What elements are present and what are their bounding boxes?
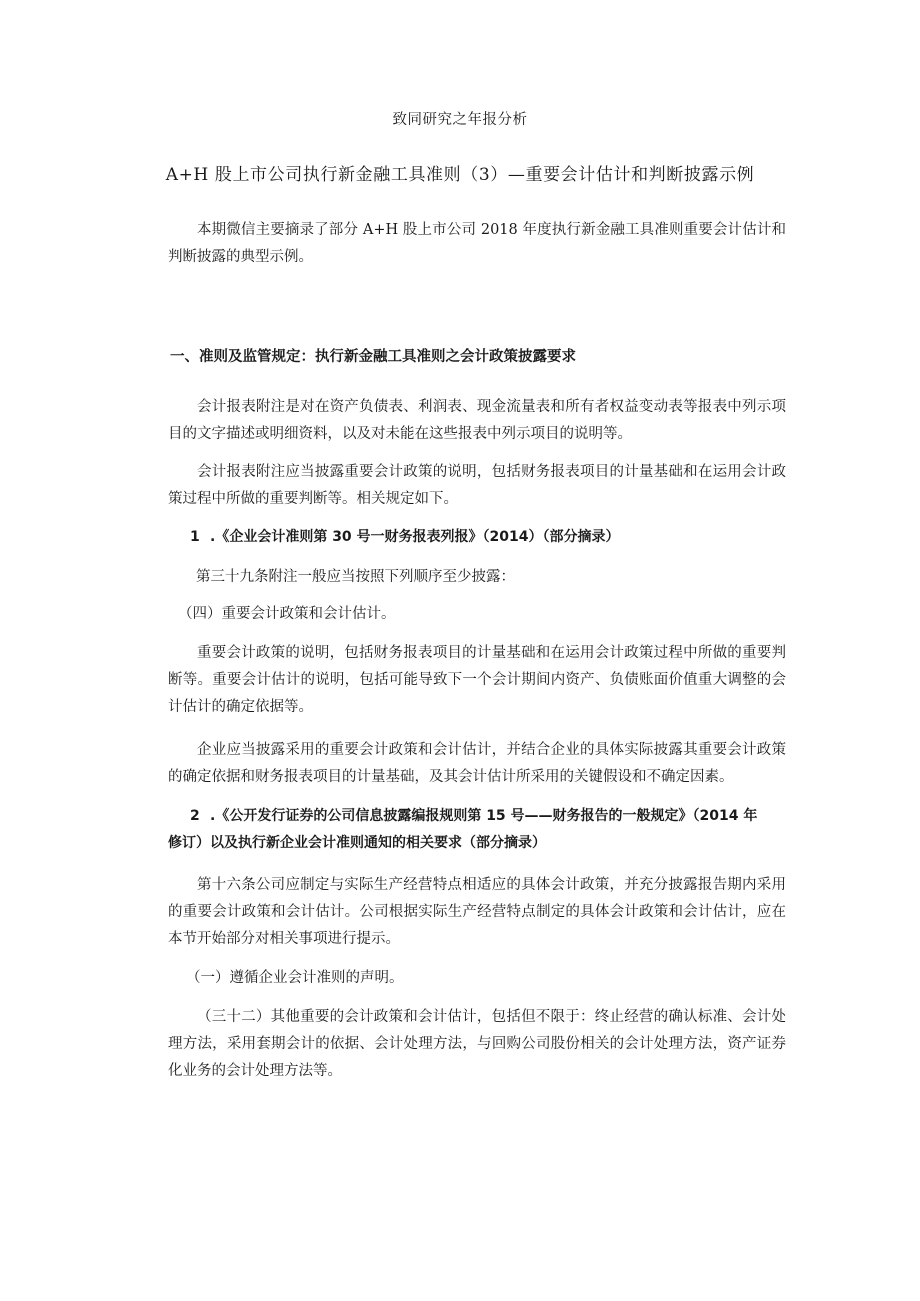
item-2-title-line-1: .《公开发行证券的公司信息披露编报规则第 15 号——财务报告的一般规定》（2014 年 — [210, 808, 758, 824]
paragraph-article-16: 第十六条公司应制定与实际生产经营特点相适应的具体会计政策，并充分披露报告期内采用的重要会计政策和会计估计。公司根据实际生产经营特点制定的具体会计政策和会计估计，应在本节开始部分对相关事项进行提示。 — [168, 877, 786, 947]
paragraph-important-policies: 重要会计政策的说明，包括财务报表项目的计量基础和在运用会计政策过程中所做的重要判断等。重要会计估计的说明，包括可能导致下一个会计期间内资产、负债账面价值重大调整的会计估计的确定依据等。 — [168, 645, 786, 715]
item-2-number: 2 — [190, 808, 200, 824]
item-2-title-line-2: 修订）以及执行新企业会计准则通知的相关要求（部分摘录） — [168, 835, 546, 851]
section-heading-1: 一、准则及监管规定：执行新金融工具准则之会计政策披露要求 — [170, 349, 576, 365]
intro-paragraph: 本期微信主要摘录了部分 A+H 股上市公司 2018 年度执行新金融工具准则重要会计估计和判断披露的典型示例。 — [168, 222, 786, 265]
article-39-item-4: （四）重要会计政策和会计估计。 — [178, 606, 396, 622]
paragraph-notes-requirement: 会计报表附注应当披露重要会计政策的说明，包括财务报表项目的计量基础和在运用会计政策过程中所做的重要判断等。相关规定如下。 — [168, 464, 786, 507]
paragraph-other-policies: （三十二）其他重要的会计政策和会计估计，包括但不限于：终止经营的确认标准、会计处理方法，采用套期会计的依据、会计处理方法，与回购公司股份相关的会计处理方法，资产证券化业务的会计处理方法等。 — [168, 1009, 786, 1079]
paragraph-disclosure-requirement: 企业应当披露采用的重要会计政策和会计估计，并结合企业的具体实际披露其重要会计政策的确定依据和财务报表项目的计量基础，及其会计估计所采用的关键假设和不确定因素。 — [168, 742, 786, 785]
item-1-title: .《企业会计准则第 30 号一财务报表列报》（2014）（部分摘录） — [210, 529, 620, 545]
item-2-statement-line: （一）遵循企业会计准则的声明。 — [186, 970, 404, 986]
document-header: 致同研究之年报分析 — [392, 112, 528, 128]
paragraph-notes-definition: 会计报表附注是对在资产负债表、利润表、现金流量表和所有者权益变动表等报表中列示项目的文字描述或明细资料，以及对未能在这些报表中列示项目的说明等。 — [168, 399, 786, 442]
article-39-line: 第三十九条附注一般应当按照下列顺序至少披露： — [196, 569, 515, 585]
document-title: A+H 股上市公司执行新金融工具准则（3）—重要会计估计和判断披露示例 — [165, 165, 755, 185]
item-1-number: 1 — [190, 529, 200, 545]
